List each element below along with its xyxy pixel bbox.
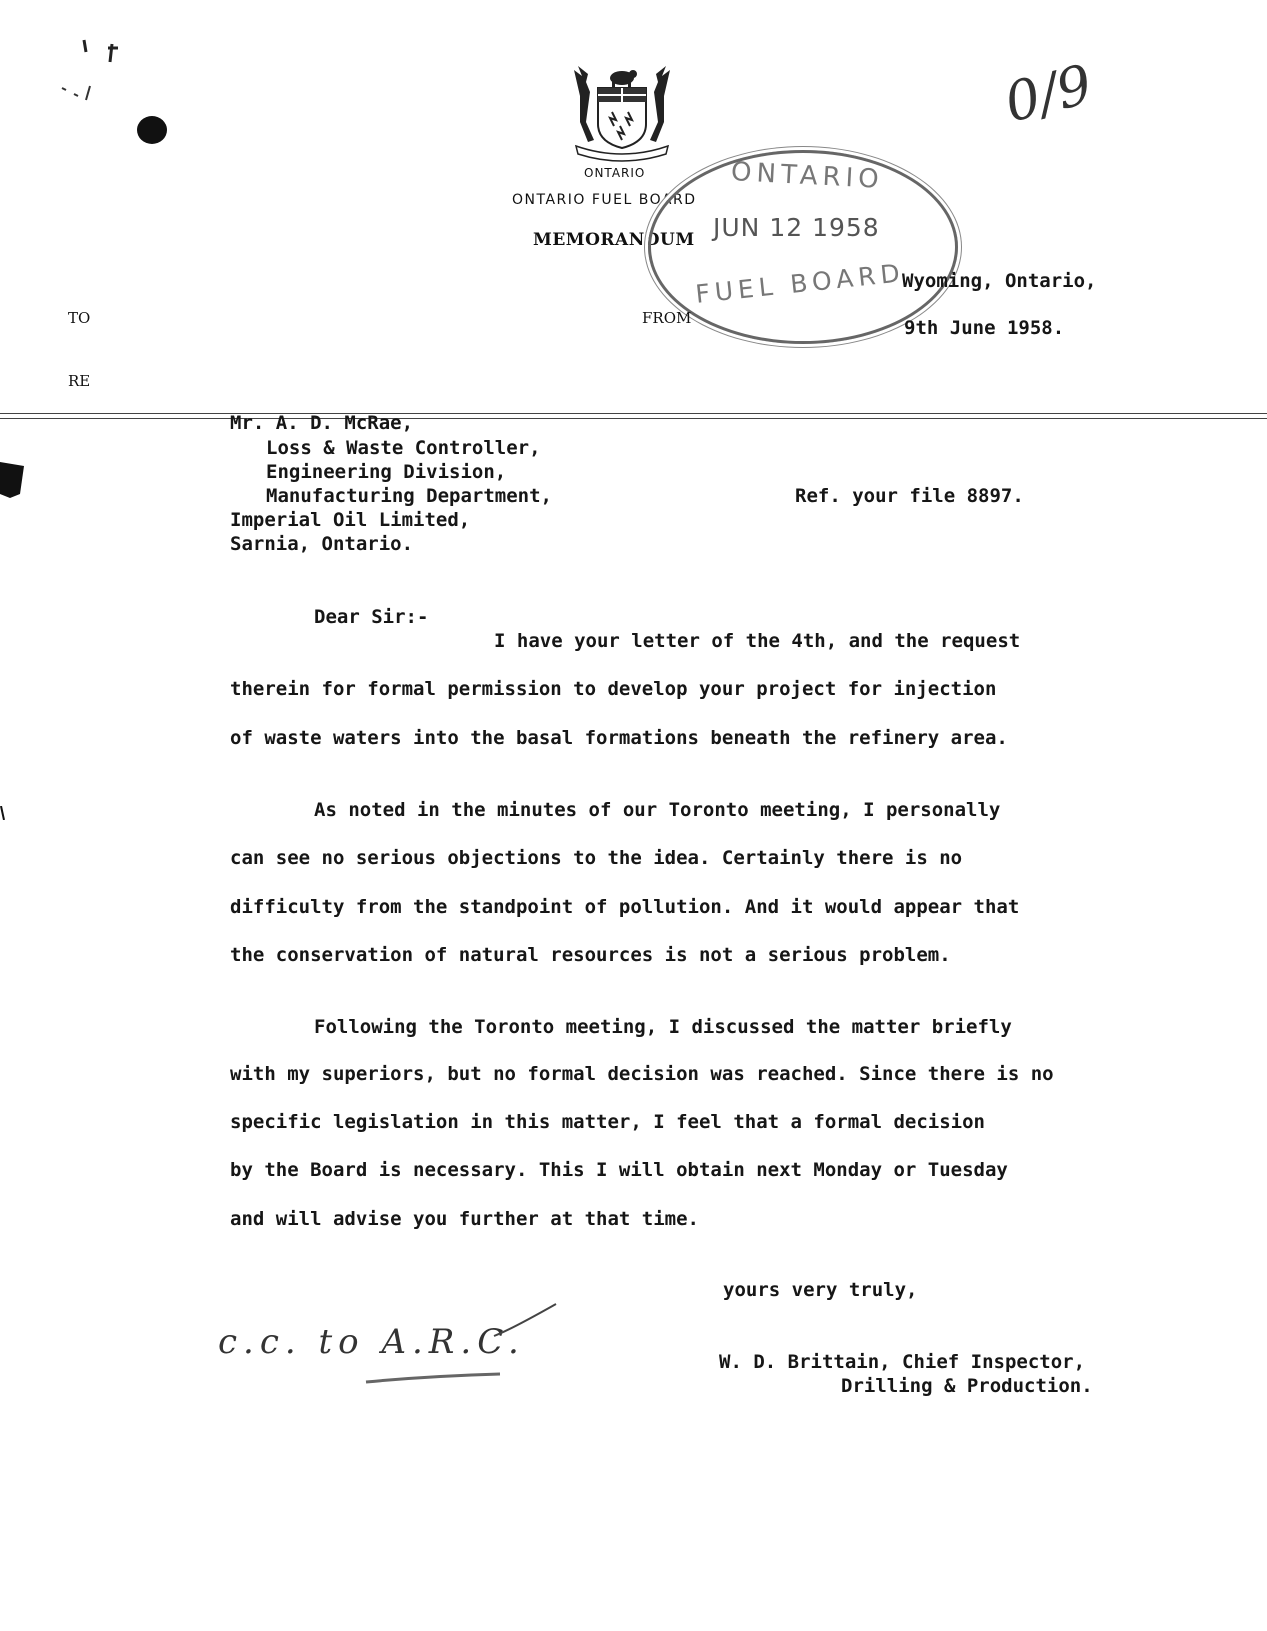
body-line: of waste waters into the basal formations beneath the refinery area. (230, 727, 1008, 749)
body-line: I have your letter of the 4th, and the request (494, 630, 1021, 652)
addressee-line: Loss & Waste Controller, (266, 437, 541, 459)
body-line: with my superiors, but no formal decision was reached. Since there is no (230, 1063, 1054, 1085)
body-line: by the Board is necessary. This I will obtain next Monday or Tuesday (230, 1159, 1008, 1181)
file-reference: Ref. your file 8897. (795, 485, 1024, 507)
body-line: specific legislation in this matter, I feel that a formal decision (230, 1111, 985, 1133)
dateline-date: 9th June 1958. (904, 317, 1065, 339)
addressee-line: Sarnia, Ontario. (230, 533, 414, 555)
header-rule-bottom (0, 418, 1267, 419)
province-name: ONTARIO (584, 166, 646, 180)
margin-tick-mark (0, 806, 6, 820)
stamp-top-text: ONTARIO (730, 157, 885, 195)
margin-pencil-marks (50, 30, 190, 160)
body-line: difficulty from the standpoint of pollution. And it would appear that (230, 896, 1020, 918)
received-stamp (648, 150, 958, 344)
agency-name: ONTARIO FUEL BOARD (512, 192, 697, 208)
signature-line-1: W. D. Brittain, Chief Inspector, (719, 1351, 1086, 1373)
stamp-date: JUN 12 1958 (713, 213, 880, 242)
body-line: therein for formal permission to develop your project for injection (230, 678, 997, 700)
margin-punch-mark (0, 458, 26, 518)
header-rule-top (0, 413, 1267, 414)
stamp-bottom-text: FUEL BOARD (694, 258, 906, 309)
body-line: the conservation of natural resources is not a serious problem. (230, 944, 951, 966)
closing: yours very truly, (723, 1279, 918, 1301)
handwritten-cc-note: c.c. to A.R.C. (218, 1322, 525, 1362)
to-label: TO (68, 309, 91, 327)
cc-check-mark (360, 1296, 570, 1392)
body-line: As noted in the minutes of our Toronto meeting, I personally (314, 799, 1001, 821)
addressee-line: Engineering Division, (266, 461, 507, 483)
dateline-place: Wyoming, Ontario, (902, 270, 1097, 292)
from-label: FROM (642, 309, 692, 327)
addressee-line: Imperial Oil Limited, (230, 509, 471, 531)
body-line: can see no serious objections to the idea. Certainly there is no (230, 847, 963, 869)
body-line: Following the Toronto meeting, I discussed the matter briefly (314, 1016, 1012, 1038)
addressee-line: Manufacturing Department, (266, 485, 552, 507)
re-label: RE (68, 372, 91, 390)
corner-annotation: 0/9 (998, 52, 1099, 135)
body-line: and will advise you further at that time. (230, 1208, 699, 1230)
addressee-line: Mr. A. D. McRae, (230, 412, 414, 434)
ontario-crest-icon (566, 62, 678, 164)
salutation: Dear Sir:- (314, 606, 429, 628)
signature-line-2: Drilling & Production. (841, 1375, 1093, 1397)
form-title: MEMORANDUM (533, 230, 695, 250)
